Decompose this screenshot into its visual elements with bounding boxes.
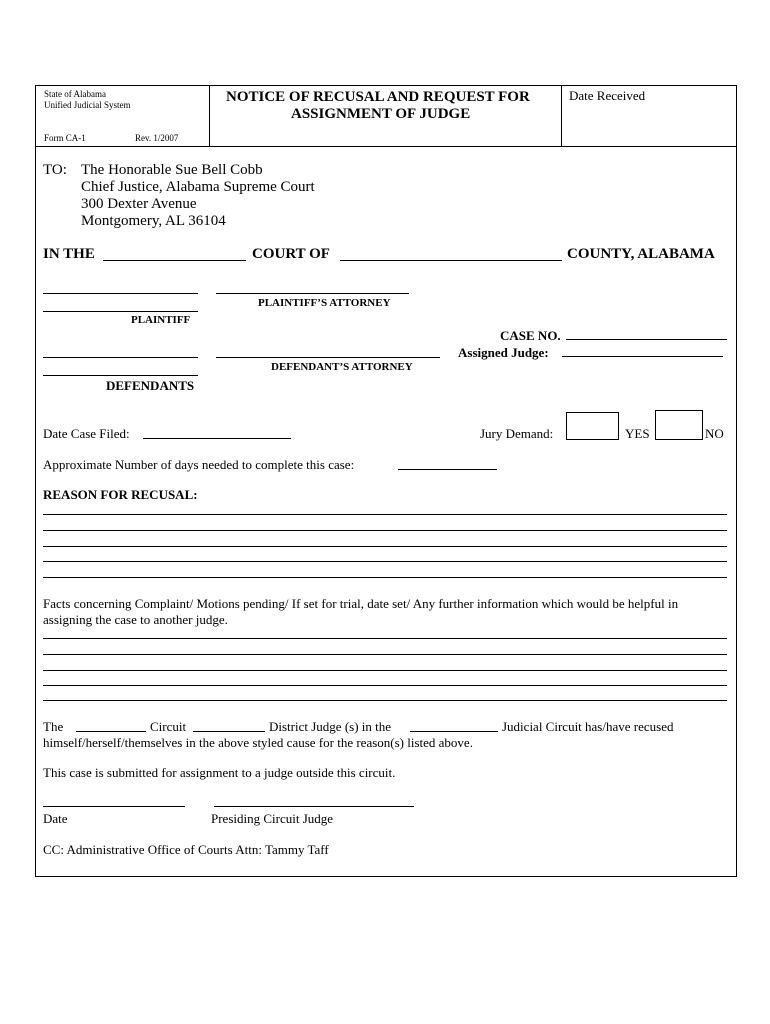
state-label: State of Alabama	[44, 89, 106, 99]
circuit-label: Circuit	[150, 719, 187, 734]
court-of-label: COURT OF	[252, 246, 330, 262]
jury-no-checkbox[interactable]	[655, 410, 703, 440]
judicial-circuit-label: Judicial Circuit has/have recused	[502, 719, 674, 734]
form-title-line1: NOTICE OF RECUSAL AND REQUEST FOR	[226, 89, 530, 105]
addressee-line3: 300 Dexter Avenue	[81, 196, 197, 212]
facts-line-2[interactable]	[43, 654, 727, 655]
facts-line-5[interactable]	[43, 700, 727, 701]
reason-line-1[interactable]	[43, 514, 727, 515]
header-divider-right	[561, 85, 562, 147]
facts-line-4[interactable]	[43, 685, 727, 686]
district-judge-label: District Judge (s) in the	[269, 719, 392, 734]
approx-days-field[interactable]	[398, 469, 497, 470]
plaintiffs-attorney-field[interactable]	[216, 293, 409, 294]
submitted-text: This case is submitted for assignment to a judge outside this circuit.	[43, 765, 396, 780]
reason-line-3[interactable]	[43, 546, 727, 547]
approx-days-label: Approximate Number of days needed to complete this case:	[43, 457, 355, 472]
form-revision: Rev. 1/2007	[135, 133, 179, 143]
system-label: Unified Judicial System	[44, 100, 131, 110]
date-filed-field[interactable]	[143, 438, 291, 439]
court-type-field[interactable]	[103, 260, 246, 261]
facts-line-3[interactable]	[43, 670, 727, 671]
case-no-field[interactable]	[566, 339, 727, 340]
in-the-label: IN THE	[43, 246, 95, 262]
addressee-line4: Montgomery, AL 36104	[81, 213, 226, 229]
date-filed-label: Date Case Filed:	[43, 426, 130, 441]
to-label: TO:	[43, 162, 67, 178]
header-divider-left	[209, 85, 210, 147]
district-field[interactable]	[193, 731, 265, 732]
date-received-label: Date Received	[569, 88, 646, 103]
form-number: Form CA-1	[44, 133, 86, 143]
date-signature-field[interactable]	[43, 806, 185, 807]
assigned-judge-field[interactable]	[562, 356, 723, 357]
defendants-attorney-label: DEFENDANT’S ATTORNEY	[271, 361, 413, 373]
plaintiffs-attorney-label: PLAINTIFF’S ATTORNEY	[258, 297, 391, 309]
presiding-judge-signature-field[interactable]	[214, 806, 414, 807]
defendant-field-1[interactable]	[43, 357, 198, 358]
facts-line-1[interactable]	[43, 638, 727, 639]
assigned-judge-label: Assigned Judge:	[458, 345, 549, 360]
the-label: The	[43, 719, 64, 734]
jury-no-label: NO	[705, 426, 724, 441]
addressee-line2: Chief Justice, Alabama Supreme Court	[81, 179, 315, 195]
defendants-attorney-field[interactable]	[216, 357, 440, 358]
statement-line2: himself/herself/themselves in the above styled cause for the reason(s) listed above.	[43, 735, 473, 750]
circuit-field[interactable]	[76, 731, 146, 732]
plaintiff-label: PLAINTIFF	[131, 314, 191, 326]
presiding-judge-label: Presiding Circuit Judge	[211, 811, 334, 826]
reason-heading: REASON FOR RECUSAL:	[43, 487, 198, 502]
reason-line-4[interactable]	[43, 561, 727, 562]
case-no-label: CASE NO.	[500, 328, 561, 343]
judicial-circuit-field[interactable]	[410, 731, 498, 732]
form-title-line2: ASSIGNMENT OF JUDGE	[291, 106, 471, 122]
defendant-field-2[interactable]	[43, 375, 198, 376]
jury-demand-label: Jury Demand:	[480, 426, 554, 441]
defendants-label: DEFENDANTS	[106, 378, 195, 393]
jury-yes-label: YES	[625, 426, 650, 441]
reason-line-5[interactable]	[43, 577, 727, 578]
jury-yes-checkbox[interactable]	[566, 412, 619, 440]
cc-line: CC: Administrative Office of Courts Attn: Tammy Taff	[43, 842, 329, 857]
plaintiff-field-1[interactable]	[43, 293, 198, 294]
date-signature-label: Date	[43, 811, 68, 826]
header-bottom-rule	[35, 146, 737, 147]
county-name-field[interactable]	[340, 260, 562, 261]
plaintiff-field-2[interactable]	[43, 311, 198, 312]
facts-paragraph: Facts concerning Complaint/ Motions pending/ If set for trial, date set/ Any further information which would be helpful in assigning the case to another judge.	[43, 596, 679, 627]
addressee-line1: The Honorable Sue Bell Cobb	[81, 162, 263, 178]
county-label: COUNTY, ALABAMA	[567, 246, 715, 262]
reason-line-2[interactable]	[43, 530, 727, 531]
